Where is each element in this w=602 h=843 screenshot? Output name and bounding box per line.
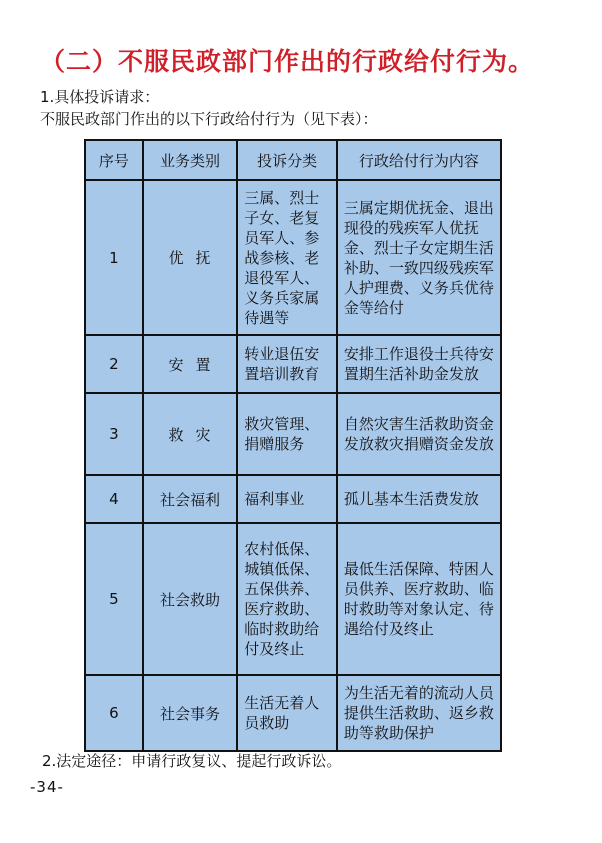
cell-category: 优抚 bbox=[143, 180, 238, 335]
cell-content: 三属定期优抚金、退出现役的残疾军人优抚金、烈士子女定期生活补助、一致四级残疾军人护理费、义务兵优待金等给付 bbox=[337, 180, 501, 335]
cell-complaint: 转业退伍安置培训教育 bbox=[237, 335, 337, 393]
cell-no: 5 bbox=[85, 523, 143, 675]
cell-category: 救灾 bbox=[143, 393, 238, 475]
header-content: 行政给付行为内容 bbox=[337, 140, 501, 180]
cell-content: 自然灾害生活救助资金发放救灾捐赠资金发放 bbox=[337, 393, 501, 475]
cell-no: 6 bbox=[85, 675, 143, 751]
cell-content: 孤儿基本生活费发放 bbox=[337, 475, 501, 523]
table-row bbox=[85, 675, 501, 751]
table-row bbox=[85, 523, 501, 675]
cell-complaint: 农村低保、城镇低保、五保供养、医疗救助、临时救助给付及终止 bbox=[237, 523, 337, 675]
cell-no: 3 bbox=[85, 393, 143, 475]
cell-content: 最低生活保障、特困人员供养、医疗救助、临时救助等对象认定、待遇给付及终止 bbox=[337, 523, 501, 675]
table-row bbox=[85, 475, 501, 523]
header-complaint: 投诉分类 bbox=[237, 140, 337, 180]
table-header-row bbox=[85, 140, 501, 180]
cell-content: 为生活无着的流动人员提供生活救助、返乡救助等救助保护 bbox=[337, 675, 501, 751]
page-number: -34- bbox=[30, 778, 64, 796]
cell-no: 1 bbox=[85, 180, 143, 335]
cell-complaint: 福利事业 bbox=[237, 475, 337, 523]
cell-category: 安置 bbox=[143, 335, 238, 393]
table-row bbox=[85, 180, 501, 335]
administrative-payment-table bbox=[84, 139, 502, 752]
header-no: 序号 bbox=[85, 140, 143, 180]
table-row bbox=[85, 335, 501, 393]
cell-no: 2 bbox=[85, 335, 143, 393]
cell-no: 4 bbox=[85, 475, 143, 523]
section-title: （二）不服民政部门作出的行政给付行为。 bbox=[40, 47, 535, 76]
cell-complaint: 生活无着人员救助 bbox=[237, 675, 337, 751]
intro-text: 不服民政部门作出的以下行政给付行为（见下表）： bbox=[40, 110, 378, 128]
intro-heading: 1.具体投诉请求： bbox=[40, 88, 160, 106]
cell-content: 安排工作退役士兵待安置期生活补助金发放 bbox=[337, 335, 501, 393]
cell-category: 社会福利 bbox=[143, 475, 238, 523]
cell-complaint: 三属、烈士子女、老复员军人、参战参核、老退役军人、义务兵家属待遇等 bbox=[237, 180, 337, 335]
table-row bbox=[85, 393, 501, 475]
legal-channel-text: 2.法定途径：申请行政复议、提起行政诉讼。 bbox=[42, 752, 342, 770]
cell-complaint: 救灾管理、捐赠服务 bbox=[237, 393, 337, 475]
cell-category: 社会救助 bbox=[143, 523, 238, 675]
cell-category: 社会事务 bbox=[143, 675, 238, 751]
header-category: 业务类别 bbox=[143, 140, 238, 180]
